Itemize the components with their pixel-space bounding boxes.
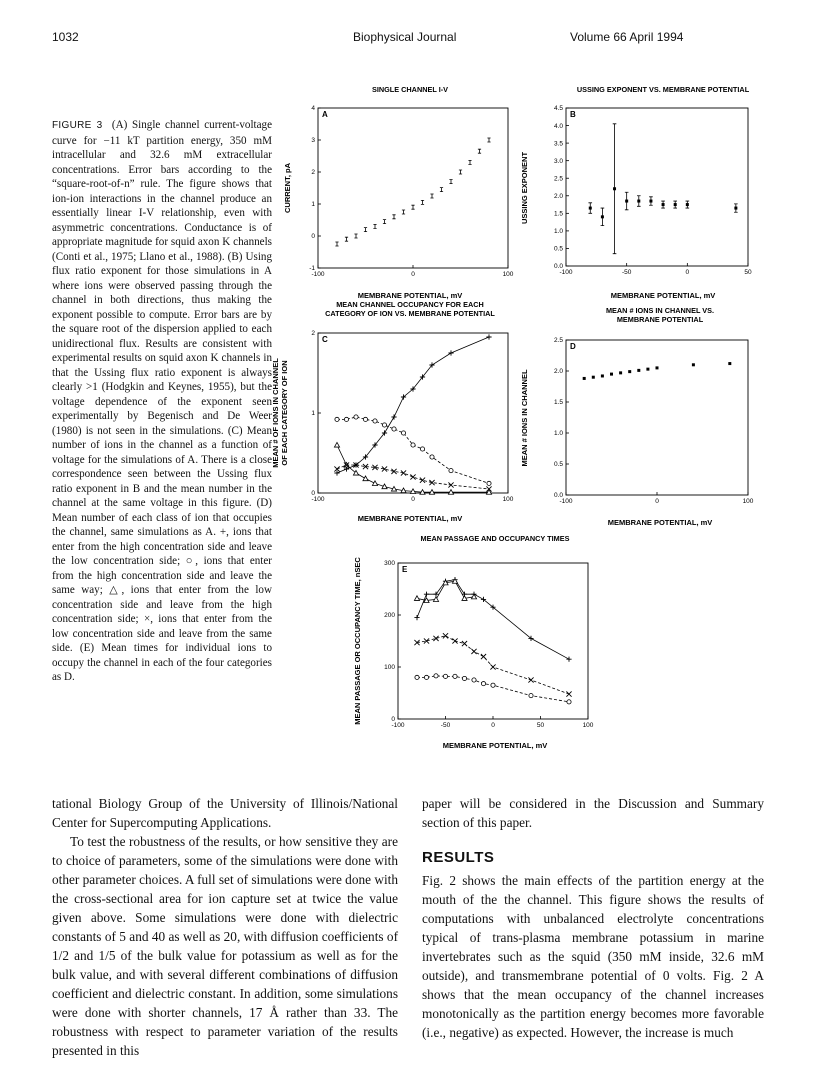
body-column-left — [52, 794, 398, 1060]
data-point — [468, 160, 471, 164]
chart-panel-b — [520, 85, 752, 300]
data-point — [354, 234, 357, 238]
body-paragraph: paper will be considered in the Discussion and Summary section of this paper. — [422, 796, 764, 830]
y-tick-label: 100 — [384, 664, 395, 672]
data-point — [372, 481, 377, 486]
data-point — [452, 638, 457, 643]
data-point — [414, 596, 419, 601]
data-point — [566, 657, 571, 662]
data-point — [420, 478, 425, 483]
data-point — [363, 417, 367, 421]
series-line — [417, 676, 569, 702]
chart-title: MEAN CHANNEL OCCUPANCY FOR EACH — [336, 300, 484, 309]
y-tick-label: 1 — [311, 201, 315, 209]
x-tick-label: 50 — [744, 269, 752, 276]
panel-label: E — [402, 565, 408, 574]
data-point — [449, 469, 453, 473]
data-point — [662, 203, 665, 206]
chart-title: USSING EXPONENT VS. MEMBRANE POTENTIAL — [576, 85, 750, 94]
data-point — [448, 350, 453, 355]
data-point — [354, 415, 358, 419]
data-point — [433, 636, 438, 641]
x-tick-label: 0 — [685, 269, 690, 276]
y-tick-label: 2.0 — [553, 192, 563, 200]
x-tick-label: 0 — [411, 271, 415, 278]
y-tick-label: 0 — [311, 233, 315, 241]
data-point — [424, 592, 429, 597]
data-point — [363, 476, 368, 481]
data-point — [619, 371, 622, 374]
data-point — [486, 334, 491, 339]
x-tick-label: 100 — [582, 722, 594, 729]
panel-label: D — [570, 342, 576, 351]
data-point — [440, 188, 443, 192]
data-point — [686, 203, 689, 206]
data-point — [373, 224, 376, 228]
y-tick-label: 300 — [384, 560, 395, 568]
y-tick-label: 1 — [311, 410, 315, 418]
data-point — [637, 369, 640, 372]
data-point — [392, 215, 395, 219]
data-point — [411, 205, 414, 209]
data-point — [429, 480, 434, 485]
x-tick-label: -100 — [559, 498, 573, 505]
panel-label: C — [322, 335, 328, 344]
y-axis-label: OF EACH CATEGORY OF ION — [280, 360, 289, 466]
data-point — [424, 675, 428, 679]
chart-title: MEMBRANE POTENTIAL — [616, 315, 704, 324]
data-point — [601, 374, 604, 377]
chart-title: MEAN PASSAGE AND OCCUPANCY TIMES — [420, 534, 570, 543]
chart-title: MEAN # IONS IN CHANNEL VS. — [605, 306, 715, 315]
data-point — [529, 694, 533, 698]
data-point — [472, 678, 476, 682]
data-point — [490, 664, 495, 669]
x-tick-label: -100 — [311, 271, 325, 278]
chart-title: SINGLE CHANNEL I-V — [371, 85, 449, 94]
body-paragraph: tational Biology Group of the University of Illinois/National Center for Supercomputing Applications. — [52, 796, 398, 830]
body-paragraph: Fig. 2 shows the main effects of the partition energy at the mouth of the the channel. This figure shows the results of computations with unbalanced electrolyte concentrations typical of trans-plasma membrane potassium in marine invertebrates such as the squid (350 mM inside, 32.6 mM outside), and transmembrane potential of 0 volts. Fig. 2 A shows that the mean occupancy of the channel increases monotonically as the partition energy becomes more favorable (i.e., negative) as expected. However, the increase is much — [422, 873, 764, 1040]
x-axis-label: MEMBRANE POTENTIAL, mV — [610, 291, 716, 300]
data-point — [401, 431, 405, 435]
y-tick-label: 1.0 — [553, 228, 563, 236]
data-point — [649, 200, 652, 203]
series-line — [337, 445, 489, 492]
data-point — [692, 363, 695, 366]
data-point — [462, 676, 466, 680]
panel-label: B — [570, 110, 576, 119]
y-tick-label: 0.5 — [553, 245, 563, 253]
data-point — [443, 633, 448, 638]
y-tick-label: 2.5 — [553, 337, 563, 345]
x-axis-label: MEMBRANE POTENTIAL, mV — [442, 741, 548, 750]
data-point — [656, 366, 659, 369]
caption-text: (A) Single channel current-voltage curve for −11 kT partition energy, 350 mM intracellular and 32.6 mM extracellular concentrations. Error bars according to the “square-root-of-n” rule. The figure shows that ion-ion interactions in the channel produce an essentially linear I-V relationship, even with asymmetric concentrations. Conductance is of appropriate magnitude for squid axon K channels (Conti et al., 1975; Llano et al., 1988). (B) Using flux ratio exponent for those simulations in A where ions were observed passing through the channel in both directions, thus making the exponent possible to compute. Error bars are by the square root of the dispersion applied to each unidirectional flux. Results are consistent with experimental results on squid axon K channels in that the Ussing flux ratio exponent is always clearly >1 (Hodgkin and Keynes, 1955), but the voltage dependence of the exponent seen experimentally by Begenisch and De Weer (1980) is not seen in the simulations. (C) Mean number of ions in the channel as a function of voltage for the simulations of A. There is a close correspondence seen between the Ussing flux ratio exponent in B and the mean number in the channel at the same voltage in this figure. (D) Mean number of each class of ion that occupies the channel, same simulations as A. +, ions that enter from the high concentration side and leave the low concentration side; ○, ions that enter from the high concentration side and leave the same way; △, ions that enter from the low concentration side and leave from the high concentration side; ×, ions that enter from the low concentration side and leave from the same side. (E) Mean times for individual ions to occupy the channel in each of the four categories as D. — [52, 119, 272, 683]
chart-panel-c — [271, 300, 514, 523]
data-point — [402, 210, 405, 214]
data-point — [415, 675, 419, 679]
data-point — [443, 674, 447, 678]
y-tick-label: 2.5 — [553, 175, 563, 183]
data-point — [433, 597, 438, 602]
data-point — [391, 414, 396, 419]
data-point — [382, 423, 386, 427]
y-tick-label: 1.0 — [553, 430, 563, 438]
y-axis-label: MEAN PASSAGE OR OCCUPANCY TIME, nSEC — [353, 557, 362, 725]
data-point — [449, 180, 452, 184]
y-tick-label: 0.0 — [553, 492, 563, 500]
chart-panel-d — [520, 306, 754, 527]
data-point — [334, 442, 339, 447]
data-point — [625, 200, 628, 203]
data-point — [637, 200, 640, 203]
data-point — [566, 691, 571, 696]
x-tick-label: 100 — [502, 271, 514, 278]
data-point — [414, 615, 419, 620]
data-point — [434, 674, 438, 678]
journal-name: Biophysical Journal — [353, 30, 457, 44]
body-column-right — [422, 794, 764, 1042]
data-point — [410, 474, 415, 479]
data-point — [613, 187, 616, 190]
x-tick-label: -50 — [440, 722, 451, 729]
data-point — [583, 377, 586, 380]
y-tick-label: 3.0 — [553, 157, 563, 165]
data-point — [462, 641, 467, 646]
y-tick-label: 0.0 — [553, 263, 563, 271]
y-tick-label: 3.5 — [553, 140, 563, 148]
data-point — [364, 228, 367, 232]
data-point — [734, 207, 737, 210]
y-tick-label: 4 — [311, 105, 315, 113]
x-tick-label: 0 — [411, 496, 415, 503]
x-tick-label: 100 — [742, 498, 754, 505]
section-heading: RESULTS — [422, 849, 495, 866]
panel-label: A — [322, 110, 328, 119]
data-point — [728, 362, 731, 365]
data-point — [567, 700, 571, 704]
y-tick-label: 2.0 — [553, 368, 563, 376]
y-tick-label: 200 — [384, 612, 395, 620]
x-tick-label: 0 — [491, 722, 495, 729]
data-point — [430, 455, 434, 459]
data-point — [344, 417, 348, 421]
x-tick-label: -100 — [391, 722, 405, 729]
data-point — [392, 427, 396, 431]
data-point — [335, 242, 338, 246]
plot-frame — [566, 340, 748, 495]
y-tick-label: 1.5 — [553, 210, 563, 218]
data-point — [453, 674, 457, 678]
y-tick-label: 4.5 — [553, 105, 563, 113]
x-axis-label: MEMBRANE POTENTIAL, mV — [357, 514, 463, 523]
x-tick-label: -100 — [311, 496, 325, 503]
y-axis-label: USSING EXPONENT — [520, 151, 529, 225]
x-tick-label: -100 — [559, 269, 573, 276]
y-tick-label: -1 — [309, 265, 315, 273]
series-line — [337, 337, 489, 473]
caption-lead: FIGURE 3 — [52, 120, 103, 131]
data-point — [601, 215, 604, 218]
y-axis-label: CURRENT, pA — [283, 163, 292, 213]
data-point — [646, 368, 649, 371]
y-axis-label: MEAN # IONS IN CHANNEL — [520, 369, 529, 467]
volume-info: Volume 66 April 1994 — [570, 30, 684, 44]
y-tick-label: 2 — [311, 330, 315, 338]
y-tick-label: 2 — [311, 169, 315, 177]
data-point — [471, 649, 476, 654]
data-point — [481, 654, 486, 659]
x-tick-label: 100 — [502, 496, 514, 503]
data-point — [411, 443, 415, 447]
data-point — [528, 677, 533, 682]
x-tick-label: -50 — [621, 269, 632, 276]
chart-title: CATEGORY OF ION VS. MEMBRANE POTENTIAL — [325, 309, 495, 318]
x-axis-label: MEMBRANE POTENTIAL, mV — [357, 291, 463, 300]
data-point — [421, 200, 424, 204]
data-point — [459, 170, 462, 174]
y-tick-label: 1.5 — [553, 399, 563, 407]
y-tick-label: 0.5 — [553, 461, 563, 469]
data-point — [478, 149, 481, 153]
series-line — [417, 580, 569, 660]
data-point — [487, 138, 490, 142]
data-point — [383, 220, 386, 224]
x-axis-label: MEMBRANE POTENTIAL, mV — [607, 518, 713, 527]
data-point — [589, 207, 592, 210]
data-point — [373, 419, 377, 423]
body-paragraph: To test the robustness of the results, or how sensitive they are to choice of parameters, some of the simulations were done with other parameter choices. A full set of simulations were done with the cross-sectional area for ion capture set at twice the value given above. Some simulations were done with dielectric constants of 5 and 40 as well as 20, with diffusion coefficients of 1/2 and 1/5 of the bulk value for potassium as well as for the bulk value, and with several different combinations of diffusion coefficient and dielectric constant. In addition, some simulations were done with shorter channels, 17 Å rather than 33. The robustness with respect to parameter variation of the results presented in this — [52, 834, 398, 1058]
data-point — [335, 417, 339, 421]
chart-panel-e — [353, 534, 594, 750]
data-point — [628, 370, 631, 373]
x-tick-label: 50 — [536, 722, 545, 729]
data-point — [420, 447, 424, 451]
data-point — [674, 203, 677, 206]
data-point — [610, 373, 613, 376]
y-axis-label: MEAN # OF IONS IN CHANNEL — [271, 358, 280, 468]
y-tick-label: 0 — [311, 490, 315, 498]
x-tick-label: 0 — [655, 498, 659, 505]
chart-panel-a — [283, 85, 514, 300]
plot-frame — [318, 108, 508, 268]
series-line — [337, 417, 489, 483]
y-tick-label: 4.0 — [553, 122, 563, 130]
page-number: 1032 — [52, 30, 79, 44]
plot-frame — [566, 108, 748, 266]
data-point — [491, 683, 495, 687]
data-point — [345, 237, 348, 241]
y-tick-label: 0 — [391, 716, 395, 724]
data-point — [430, 194, 433, 198]
data-point — [481, 682, 485, 686]
data-point — [592, 376, 595, 379]
data-point — [487, 481, 491, 485]
y-tick-label: 3 — [311, 137, 315, 145]
